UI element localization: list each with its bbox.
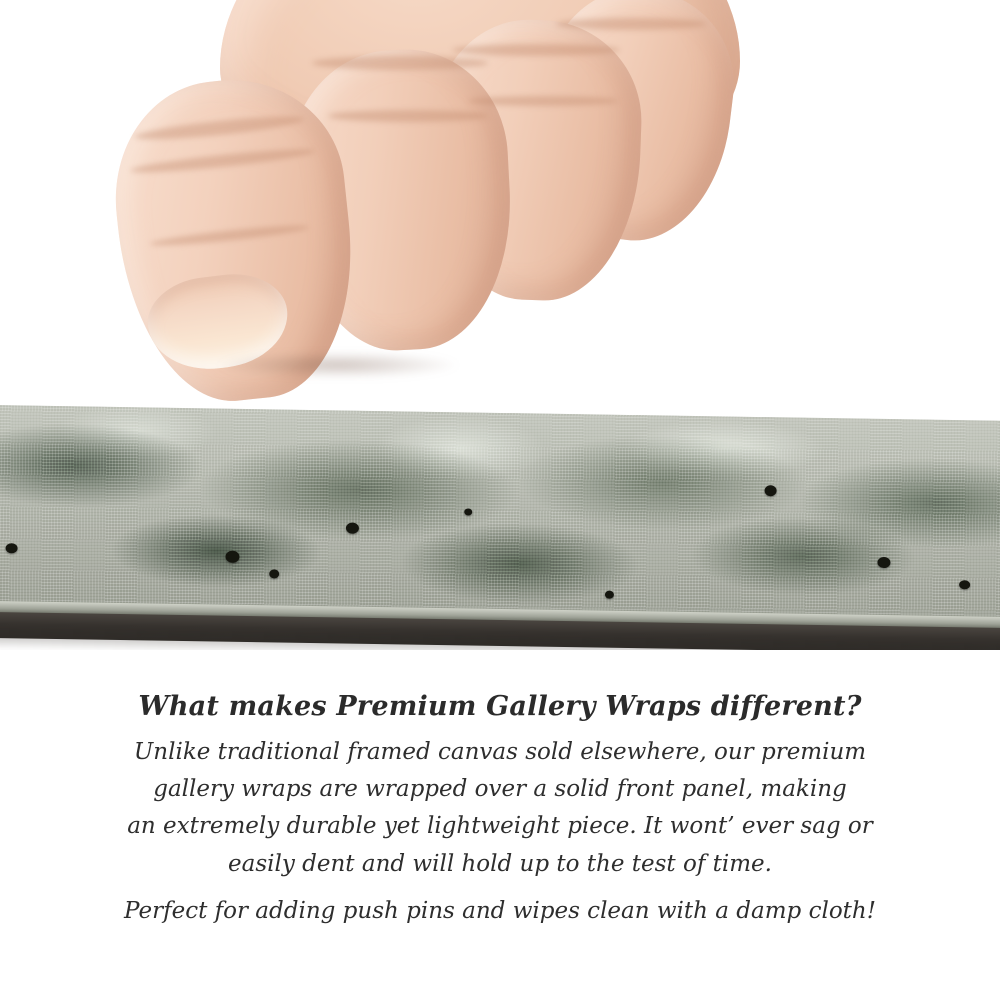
finger-crease [130,145,316,176]
canvas-speck [269,569,279,578]
canvas-print-surface [0,405,1000,619]
caption-line-2: gallery wraps are wrapped over a solid front panel, making [153,776,847,802]
knuckle-crease [452,44,620,56]
canvas-speck [877,557,890,568]
canvas-speck [6,543,18,553]
canvas-speck [346,523,359,534]
knuckle-crease [312,56,488,70]
canvas-weave-texture [0,405,1000,619]
finger-crease [134,112,305,144]
caption-line-4: easily dent and will hold up to the test of time. [228,850,772,877]
knuckle-crease [556,18,706,30]
caption-line-1: Unlike traditional framed canvas sold elsewhere, our premium [133,738,867,765]
caption-line-3: an extremely durable yet lightweight piece. It wont’ ever sag or [127,813,873,840]
knuckle-crease [328,110,488,122]
knuckle-crease [468,96,618,106]
canvas-speck [959,580,970,589]
caption-final-line: Perfect for adding push pins and wipes clean with a damp cloth! [124,897,876,924]
fingertip-contact-shadow [218,352,458,378]
canvas-speck [765,485,777,496]
hand-illustration [100,0,720,430]
caption-body [0,734,1000,930]
canvas-speck [464,508,472,515]
canvas-speck [225,551,239,563]
caption-heading: What makes Premium Gallery Wraps different? [138,691,862,722]
finger-crease [149,222,309,249]
caption-block [0,690,1000,930]
canvas-speck [605,591,614,599]
gallery-wrap-edge [0,405,1000,650]
